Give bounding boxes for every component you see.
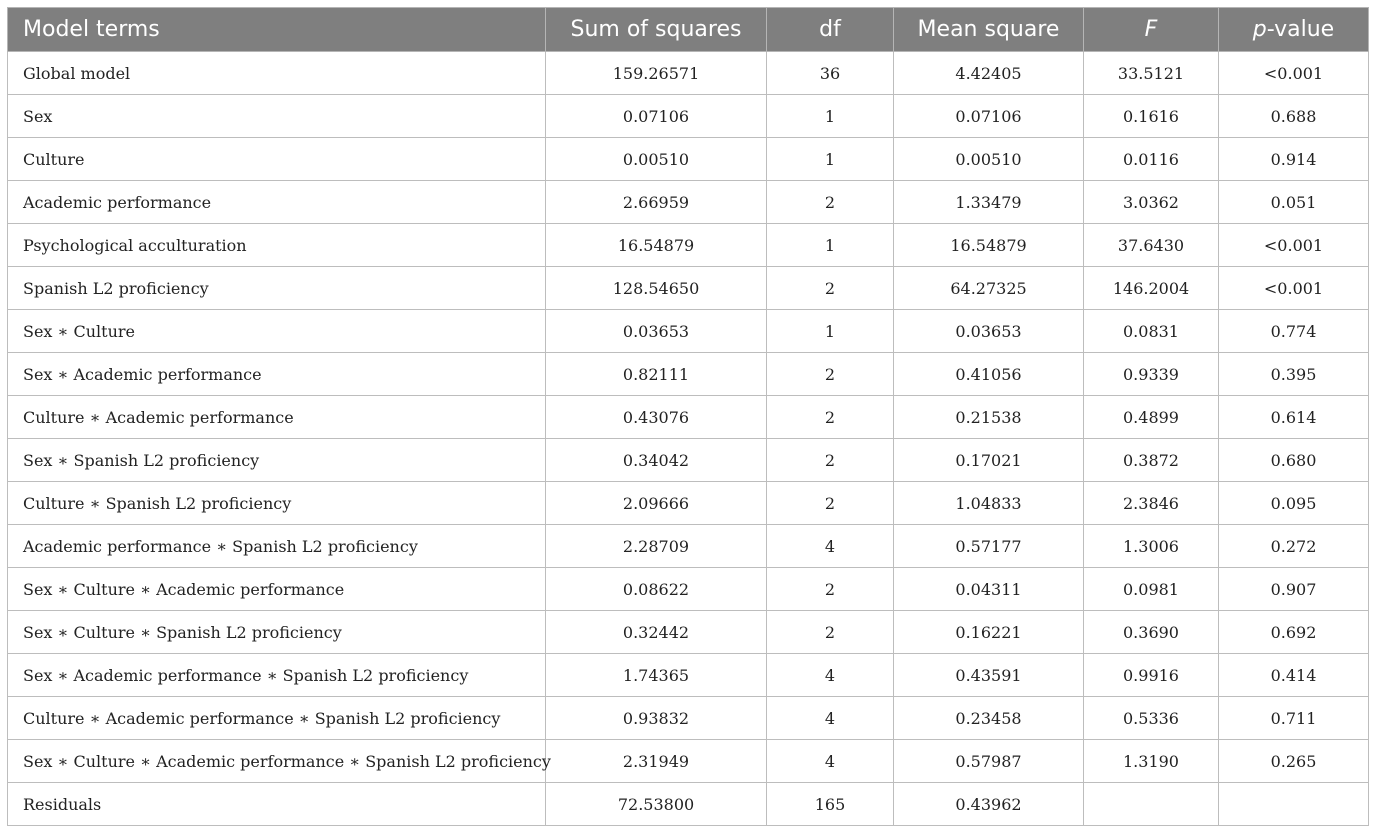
sum-of-squares-cell: 128.54650 xyxy=(546,267,767,310)
p-value-cell: 0.614 xyxy=(1219,396,1369,439)
sum-of-squares-cell: 0.32442 xyxy=(546,611,767,654)
f-value-cell: 2.3846 xyxy=(1084,482,1219,525)
f-value-cell: 1.3190 xyxy=(1084,740,1219,783)
df-cell: 4 xyxy=(767,525,894,568)
f-value-cell: 0.9916 xyxy=(1084,654,1219,697)
sum-of-squares-cell: 0.00510 xyxy=(546,138,767,181)
sum-of-squares-cell: 2.66959 xyxy=(546,181,767,224)
p-value-cell: <0.001 xyxy=(1219,267,1369,310)
df-cell: 1 xyxy=(767,138,894,181)
f-value-cell: 146.2004 xyxy=(1084,267,1219,310)
table-row xyxy=(8,525,1369,568)
header-model-terms: Model terms xyxy=(8,8,546,52)
p-value-cell: 0.688 xyxy=(1219,95,1369,138)
mean-square-cell: 0.07106 xyxy=(894,95,1084,138)
p-value-cell: 0.272 xyxy=(1219,525,1369,568)
f-value-cell: 0.9339 xyxy=(1084,353,1219,396)
f-value-cell: 3.0362 xyxy=(1084,181,1219,224)
p-value-cell: 0.692 xyxy=(1219,611,1369,654)
table-row xyxy=(8,310,1369,353)
p-value-cell: 0.907 xyxy=(1219,568,1369,611)
f-value-cell: 37.6430 xyxy=(1084,224,1219,267)
sum-of-squares-cell: 159.26571 xyxy=(546,52,767,95)
model-term-cell: Sex ∗ Culture ∗ Academic performance xyxy=(8,568,546,611)
p-value-cell xyxy=(1219,783,1369,826)
p-value-cell: 0.095 xyxy=(1219,482,1369,525)
table-row xyxy=(8,353,1369,396)
mean-square-cell: 1.04833 xyxy=(894,482,1084,525)
mean-square-cell: 0.41056 xyxy=(894,353,1084,396)
mean-square-cell: 16.54879 xyxy=(894,224,1084,267)
df-cell: 165 xyxy=(767,783,894,826)
model-term-cell: Residuals xyxy=(8,783,546,826)
model-term-cell: Culture xyxy=(8,138,546,181)
p-value-cell: 0.680 xyxy=(1219,439,1369,482)
model-term-cell: Culture ∗ Academic performance ∗ Spanish L2 proficiency xyxy=(8,697,546,740)
f-value-cell: 0.0831 xyxy=(1084,310,1219,353)
model-term-cell: Global model xyxy=(8,52,546,95)
header-df: df xyxy=(767,8,894,52)
model-term-cell: Sex ∗ Culture ∗ Academic performance ∗ Spanish L2 proficiency xyxy=(8,740,546,783)
mean-square-cell: 64.27325 xyxy=(894,267,1084,310)
sum-of-squares-cell: 1.74365 xyxy=(546,654,767,697)
table-row xyxy=(8,654,1369,697)
table-row xyxy=(8,181,1369,224)
table-row xyxy=(8,396,1369,439)
df-cell: 2 xyxy=(767,396,894,439)
p-value-cell: 0.774 xyxy=(1219,310,1369,353)
table-row xyxy=(8,697,1369,740)
mean-square-cell: 0.43962 xyxy=(894,783,1084,826)
p-value-cell: <0.001 xyxy=(1219,224,1369,267)
df-cell: 1 xyxy=(767,310,894,353)
sum-of-squares-cell: 0.43076 xyxy=(546,396,767,439)
f-value-cell: 0.1616 xyxy=(1084,95,1219,138)
f-value-cell: 0.4899 xyxy=(1084,396,1219,439)
mean-square-cell: 0.43591 xyxy=(894,654,1084,697)
df-cell: 1 xyxy=(767,224,894,267)
header-p-value: p-value xyxy=(1219,8,1369,52)
table-body xyxy=(8,52,1369,826)
sum-of-squares-cell: 0.93832 xyxy=(546,697,767,740)
model-term-cell: Sex xyxy=(8,95,546,138)
df-cell: 1 xyxy=(767,95,894,138)
table-row xyxy=(8,138,1369,181)
table-row xyxy=(8,224,1369,267)
header-sum-of-squares: Sum of squares xyxy=(546,8,767,52)
mean-square-cell: 0.00510 xyxy=(894,138,1084,181)
f-value-cell xyxy=(1084,783,1219,826)
sum-of-squares-cell: 0.82111 xyxy=(546,353,767,396)
model-term-cell: Spanish L2 proficiency xyxy=(8,267,546,310)
df-cell: 2 xyxy=(767,482,894,525)
p-value-cell: 0.265 xyxy=(1219,740,1369,783)
sum-of-squares-cell: 16.54879 xyxy=(546,224,767,267)
df-cell: 2 xyxy=(767,267,894,310)
mean-square-cell: 0.23458 xyxy=(894,697,1084,740)
sum-of-squares-cell: 72.53800 xyxy=(546,783,767,826)
header-mean-square: Mean square xyxy=(894,8,1084,52)
f-value-cell: 0.0981 xyxy=(1084,568,1219,611)
f-value-cell: 1.3006 xyxy=(1084,525,1219,568)
model-term-cell: Academic performance xyxy=(8,181,546,224)
p-value-cell: 0.414 xyxy=(1219,654,1369,697)
f-value-cell: 0.0116 xyxy=(1084,138,1219,181)
table-row xyxy=(8,568,1369,611)
sum-of-squares-cell: 0.03653 xyxy=(546,310,767,353)
df-cell: 4 xyxy=(767,654,894,697)
model-term-cell: Sex ∗ Spanish L2 proficiency xyxy=(8,439,546,482)
mean-square-cell: 0.57177 xyxy=(894,525,1084,568)
table-row xyxy=(8,95,1369,138)
p-value-cell: 0.051 xyxy=(1219,181,1369,224)
sum-of-squares-cell: 2.31949 xyxy=(546,740,767,783)
df-cell: 4 xyxy=(767,740,894,783)
mean-square-cell: 0.17021 xyxy=(894,439,1084,482)
anova-table-container xyxy=(7,7,1368,826)
model-term-cell: Sex ∗ Culture xyxy=(8,310,546,353)
model-term-cell: Sex ∗ Academic performance xyxy=(8,353,546,396)
model-term-cell: Psychological acculturation xyxy=(8,224,546,267)
table-row xyxy=(8,482,1369,525)
model-term-cell: Culture ∗ Academic performance xyxy=(8,396,546,439)
table-row xyxy=(8,267,1369,310)
f-value-cell: 33.5121 xyxy=(1084,52,1219,95)
mean-square-cell: 0.57987 xyxy=(894,740,1084,783)
header-row xyxy=(8,8,1369,52)
table-row xyxy=(8,611,1369,654)
f-value-cell: 0.5336 xyxy=(1084,697,1219,740)
mean-square-cell: 1.33479 xyxy=(894,181,1084,224)
model-term-cell: Academic performance ∗ Spanish L2 proficiency xyxy=(8,525,546,568)
table-row xyxy=(8,783,1369,826)
p-value-cell: 0.914 xyxy=(1219,138,1369,181)
sum-of-squares-cell: 2.09666 xyxy=(546,482,767,525)
sum-of-squares-cell: 0.34042 xyxy=(546,439,767,482)
df-cell: 2 xyxy=(767,439,894,482)
mean-square-cell: 4.42405 xyxy=(894,52,1084,95)
df-cell: 2 xyxy=(767,611,894,654)
p-value-cell: 0.711 xyxy=(1219,697,1369,740)
header-f: F xyxy=(1084,8,1219,52)
f-value-cell: 0.3872 xyxy=(1084,439,1219,482)
mean-square-cell: 0.21538 xyxy=(894,396,1084,439)
model-term-cell: Culture ∗ Spanish L2 proficiency xyxy=(8,482,546,525)
table-row xyxy=(8,439,1369,482)
mean-square-cell: 0.16221 xyxy=(894,611,1084,654)
anova-table xyxy=(7,7,1369,826)
mean-square-cell: 0.03653 xyxy=(894,310,1084,353)
mean-square-cell: 0.04311 xyxy=(894,568,1084,611)
p-value-cell: <0.001 xyxy=(1219,52,1369,95)
df-cell: 2 xyxy=(767,568,894,611)
p-value-cell: 0.395 xyxy=(1219,353,1369,396)
df-cell: 2 xyxy=(767,353,894,396)
f-value-cell: 0.3690 xyxy=(1084,611,1219,654)
sum-of-squares-cell: 2.28709 xyxy=(546,525,767,568)
df-cell: 36 xyxy=(767,52,894,95)
model-term-cell: Sex ∗ Academic performance ∗ Spanish L2 proficiency xyxy=(8,654,546,697)
table-row xyxy=(8,52,1369,95)
df-cell: 4 xyxy=(767,697,894,740)
model-term-cell: Sex ∗ Culture ∗ Spanish L2 proficiency xyxy=(8,611,546,654)
sum-of-squares-cell: 0.08622 xyxy=(546,568,767,611)
table-row xyxy=(8,740,1369,783)
df-cell: 2 xyxy=(767,181,894,224)
sum-of-squares-cell: 0.07106 xyxy=(546,95,767,138)
